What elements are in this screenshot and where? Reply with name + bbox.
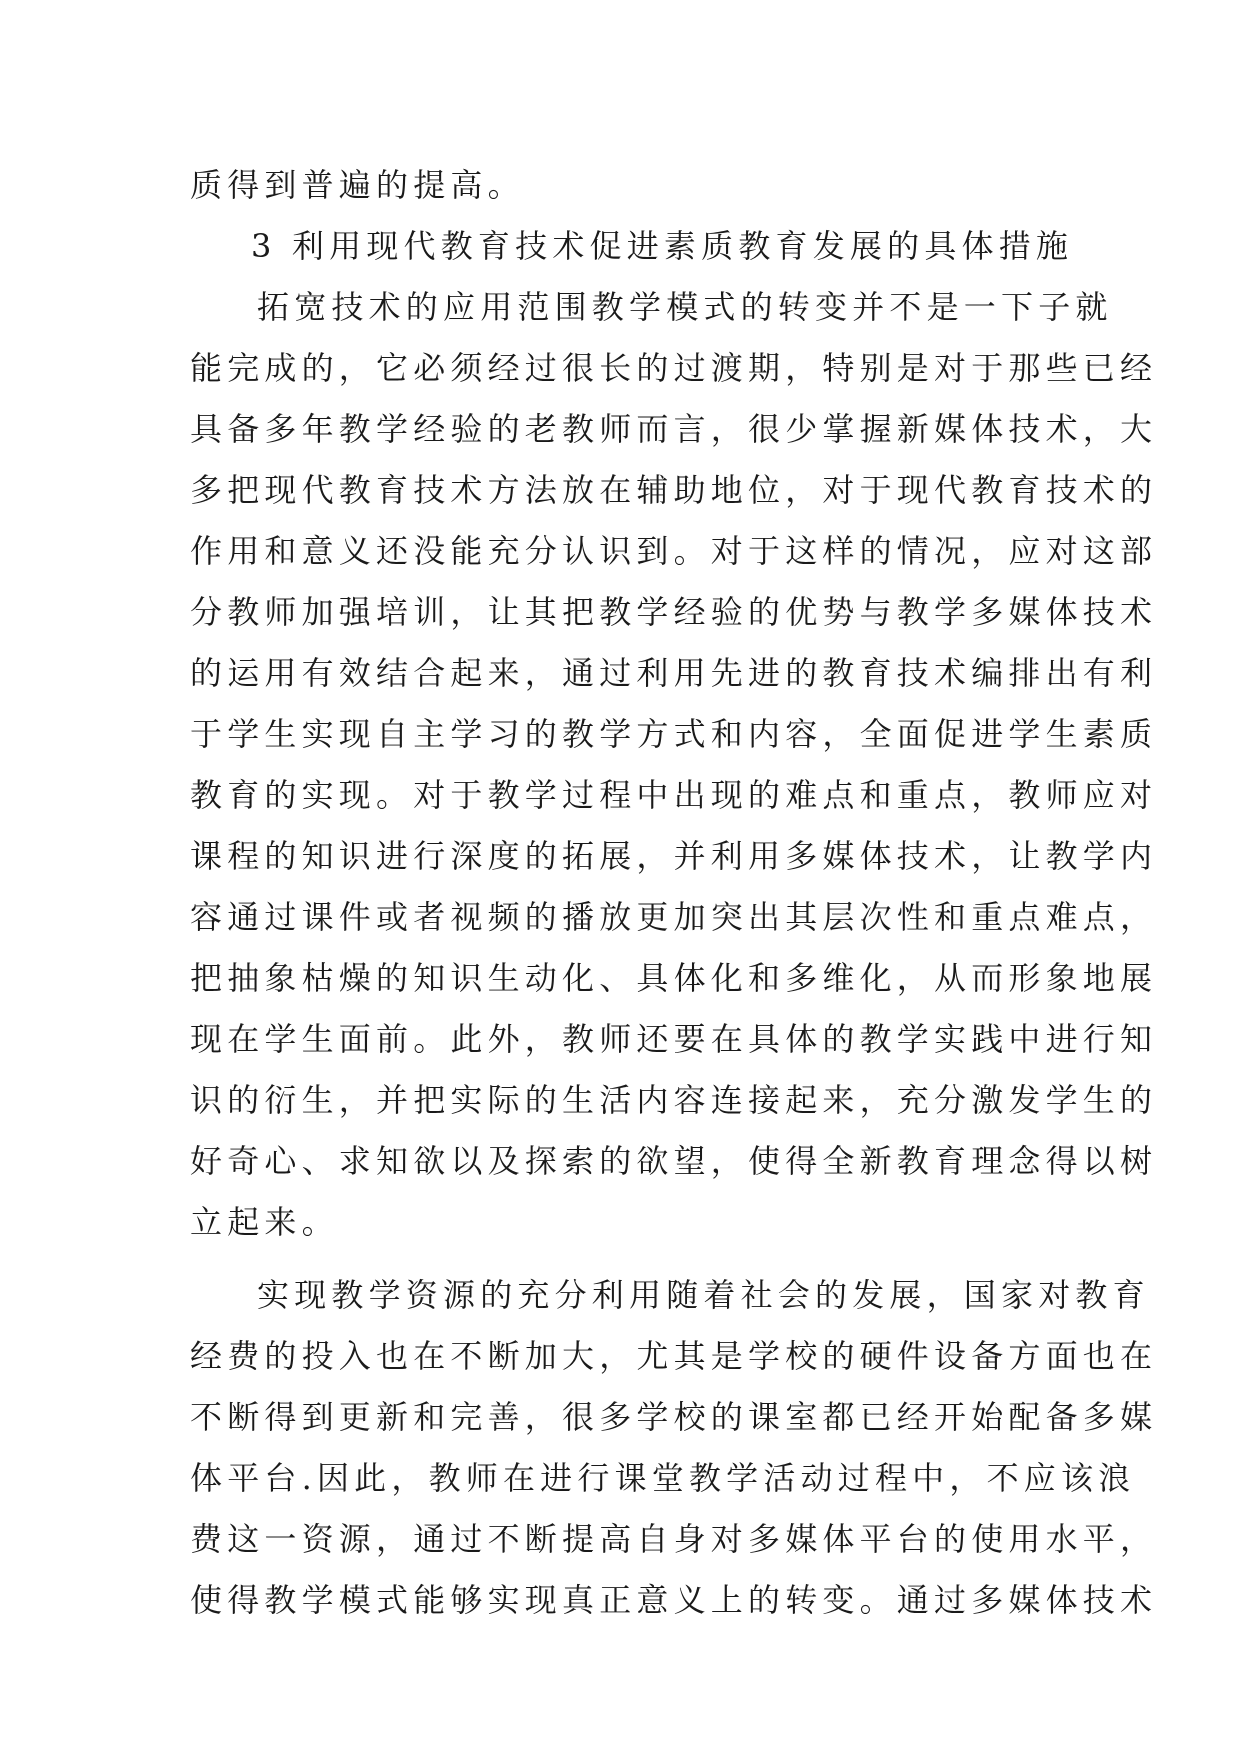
paragraph-2-line: 经费的投入也在不断加大，尤其是学校的硬件设备方面也在	[190, 1337, 1158, 1375]
paragraph-1-line: 容通过课件或者视频的播放更加突出其层次性和重点难点，	[190, 898, 1158, 936]
paragraph-1-line: 教育的实现。对于教学过程中出现的难点和重点，教师应对	[190, 776, 1158, 814]
paragraph-1-line: 立起来。	[190, 1203, 339, 1241]
paragraph-spacer	[190, 1253, 1052, 1265]
paragraph-2-line: 体平台.因此，教师在进行课堂教学活动过程中，不应该浪	[190, 1459, 1136, 1497]
paragraph-1-line: 能完成的，它必须经过很长的过渡期，特别是对于那些已经	[190, 349, 1158, 387]
paragraph-1-line: 识的衍生，并把实际的生活内容连接起来，充分激发学生的	[190, 1081, 1158, 1119]
paragraph-1-line: 拓宽技术的应用范围教学模式的转变并不是一下子就	[257, 288, 1113, 326]
paragraph-2-line: 实现教学资源的充分利用随着社会的发展，国家对教育	[257, 1276, 1150, 1314]
paragraph-2-line: 费这一资源，通过不断提高自身对多媒体平台的使用水平，	[190, 1520, 1158, 1558]
paragraph-1-line: 的运用有效结合起来，通过利用先进的教育技术编排出有利	[190, 654, 1158, 692]
paragraph-1-line: 多把现代教育技术方法放在辅助地位，对于现代教育技术的	[190, 471, 1158, 509]
document-body	[190, 155, 1158, 1631]
paragraph-1-line: 具备多年教学经验的老教师而言，很少掌握新媒体技术，大	[190, 410, 1158, 448]
paragraph-2-line: 使得教学模式能够实现真正意义上的转变。通过多媒体技术	[190, 1581, 1158, 1619]
paragraph-continuation-line: 质得到普遍的提高。	[190, 166, 525, 204]
paragraph-1-line: 好奇心、求知欲以及探索的欲望，使得全新教育理念得以树	[190, 1142, 1158, 1180]
paragraph-1-line: 作用和意义还没能充分认识到。对于这样的情况，应对这部	[190, 532, 1158, 570]
paragraph-1-line: 于学生实现自主学习的教学方式和内容，全面促进学生素质	[190, 715, 1158, 753]
paragraph-2-line: 不断得到更新和完善，很多学校的课室都已经开始配备多媒	[190, 1398, 1158, 1436]
paragraph-1-line: 分教师加强培训，让其把教学经验的优势与教学多媒体技术	[190, 593, 1158, 631]
paragraph-1-line: 现在学生面前。此外，教师还要在具体的教学实践中进行知	[190, 1020, 1158, 1058]
paragraph-1-line: 把抽象枯燥的知识生动化、具体化和多维化，从而形象地展	[190, 959, 1158, 997]
section-heading: 3 利用现代教育技术促进素质教育发展的具体措施	[251, 227, 1074, 265]
paragraph-1-line: 课程的知识进行深度的拓展，并利用多媒体技术，让教学内	[190, 837, 1158, 875]
